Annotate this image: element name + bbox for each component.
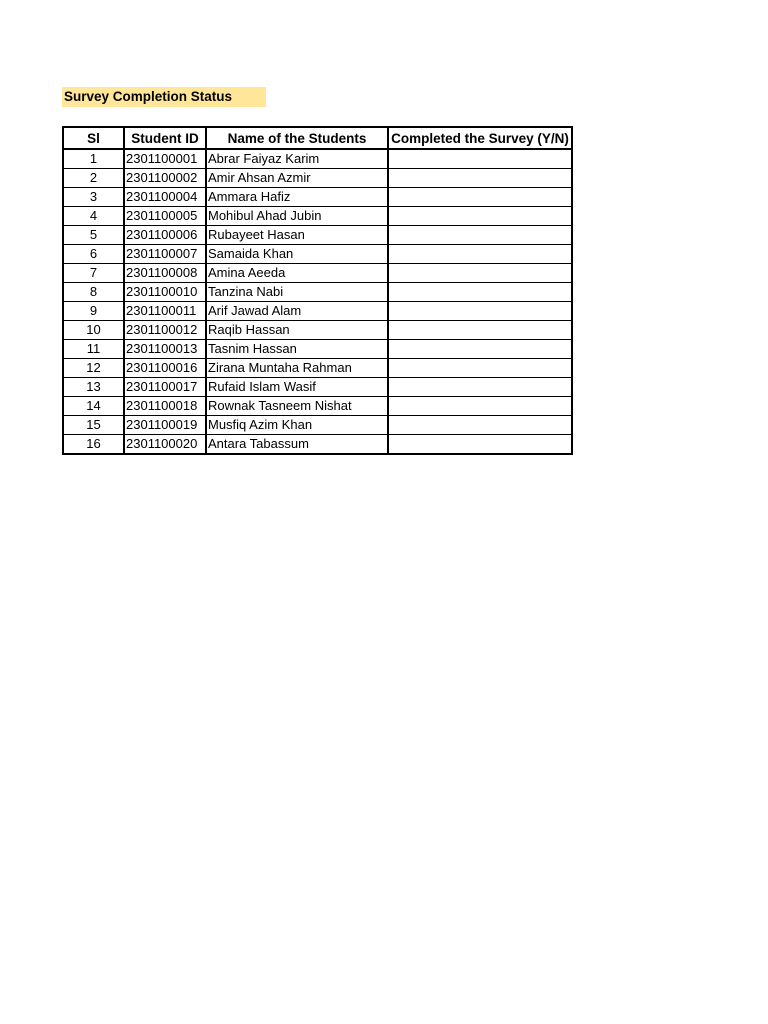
- cell-sl[interactable]: 1: [63, 149, 124, 169]
- cell-sl[interactable]: 4: [63, 207, 124, 226]
- cell-student-id[interactable]: 2301100007: [124, 245, 206, 264]
- cell-student-id[interactable]: 2301100006: [124, 226, 206, 245]
- cell-student-name[interactable]: Amina Aeeda: [206, 264, 388, 283]
- cell-student-name[interactable]: Abrar Faiyaz Karim: [206, 149, 388, 169]
- cell-student-name[interactable]: Arif Jawad Alam: [206, 302, 388, 321]
- cell-completed[interactable]: [388, 435, 572, 455]
- cell-completed[interactable]: [388, 378, 572, 397]
- table-row: [63, 359, 572, 378]
- table-row: [63, 188, 572, 207]
- table-row: [63, 283, 572, 302]
- cell-sl[interactable]: 14: [63, 397, 124, 416]
- cell-completed[interactable]: [388, 169, 572, 188]
- cell-completed[interactable]: [388, 245, 572, 264]
- cell-completed[interactable]: [388, 416, 572, 435]
- cell-completed[interactable]: [388, 226, 572, 245]
- table-row: [63, 264, 572, 283]
- cell-completed[interactable]: [388, 264, 572, 283]
- table-row: [63, 340, 572, 359]
- cell-sl[interactable]: 3: [63, 188, 124, 207]
- cell-sl[interactable]: 2: [63, 169, 124, 188]
- cell-student-id[interactable]: 2301100016: [124, 359, 206, 378]
- cell-completed[interactable]: [388, 359, 572, 378]
- cell-student-id[interactable]: 2301100012: [124, 321, 206, 340]
- cell-student-name[interactable]: Musfiq Azim Khan: [206, 416, 388, 435]
- table-row: [63, 378, 572, 397]
- table-row: [63, 245, 572, 264]
- header-sl: Sl: [63, 127, 124, 149]
- cell-completed[interactable]: [388, 149, 572, 169]
- cell-sl[interactable]: 6: [63, 245, 124, 264]
- cell-completed[interactable]: [388, 302, 572, 321]
- cell-student-id[interactable]: 2301100013: [124, 340, 206, 359]
- cell-student-id[interactable]: 2301100019: [124, 416, 206, 435]
- cell-completed[interactable]: [388, 207, 572, 226]
- cell-completed[interactable]: [388, 340, 572, 359]
- table-row: [63, 302, 572, 321]
- table-body: [63, 149, 572, 454]
- cell-completed[interactable]: [388, 397, 572, 416]
- cell-sl[interactable]: 16: [63, 435, 124, 455]
- cell-student-id[interactable]: 2301100010: [124, 283, 206, 302]
- cell-student-name[interactable]: Raqib Hassan: [206, 321, 388, 340]
- header-student-id: Student ID: [124, 127, 206, 149]
- cell-student-id[interactable]: 2301100018: [124, 397, 206, 416]
- cell-completed[interactable]: [388, 283, 572, 302]
- cell-student-name[interactable]: Amir Ahsan Azmir: [206, 169, 388, 188]
- sheet-title: Survey Completion Status: [62, 87, 266, 107]
- cell-sl[interactable]: 13: [63, 378, 124, 397]
- table-row: [63, 321, 572, 340]
- cell-sl[interactable]: 8: [63, 283, 124, 302]
- cell-student-name[interactable]: Zirana Muntaha Rahman: [206, 359, 388, 378]
- cell-student-name[interactable]: Tanzina Nabi: [206, 283, 388, 302]
- table-row: [63, 207, 572, 226]
- cell-sl[interactable]: 15: [63, 416, 124, 435]
- table-row: [63, 169, 572, 188]
- cell-student-id[interactable]: 2301100020: [124, 435, 206, 455]
- cell-student-name[interactable]: Ammara Hafiz: [206, 188, 388, 207]
- cell-sl[interactable]: 12: [63, 359, 124, 378]
- cell-student-id[interactable]: 2301100001: [124, 149, 206, 169]
- cell-student-name[interactable]: Mohibul Ahad Jubin: [206, 207, 388, 226]
- cell-sl[interactable]: 10: [63, 321, 124, 340]
- header-row: [63, 127, 572, 149]
- cell-student-name[interactable]: Antara Tabassum: [206, 435, 388, 455]
- cell-completed[interactable]: [388, 188, 572, 207]
- cell-student-id[interactable]: 2301100004: [124, 188, 206, 207]
- cell-student-id[interactable]: 2301100017: [124, 378, 206, 397]
- cell-student-name[interactable]: Rownak Tasneem Nishat: [206, 397, 388, 416]
- header-name: Name of the Students: [206, 127, 388, 149]
- cell-student-id[interactable]: 2301100005: [124, 207, 206, 226]
- cell-completed[interactable]: [388, 321, 572, 340]
- cell-student-id[interactable]: 2301100002: [124, 169, 206, 188]
- table-row: [63, 397, 572, 416]
- cell-student-name[interactable]: Rubayeet Hasan: [206, 226, 388, 245]
- cell-student-name[interactable]: Rufaid Islam Wasif: [206, 378, 388, 397]
- cell-student-id[interactable]: 2301100011: [124, 302, 206, 321]
- cell-sl[interactable]: 7: [63, 264, 124, 283]
- cell-sl[interactable]: 9: [63, 302, 124, 321]
- cell-student-name[interactable]: Tasnim Hassan: [206, 340, 388, 359]
- header-completed: Completed the Survey (Y/N): [388, 127, 572, 149]
- cell-sl[interactable]: 11: [63, 340, 124, 359]
- table-row: [63, 149, 572, 169]
- table-row: [63, 226, 572, 245]
- table-row: [63, 435, 572, 455]
- survey-table: [62, 126, 573, 455]
- table-row: [63, 416, 572, 435]
- cell-student-id[interactable]: 2301100008: [124, 264, 206, 283]
- cell-student-name[interactable]: Samaida Khan: [206, 245, 388, 264]
- cell-sl[interactable]: 5: [63, 226, 124, 245]
